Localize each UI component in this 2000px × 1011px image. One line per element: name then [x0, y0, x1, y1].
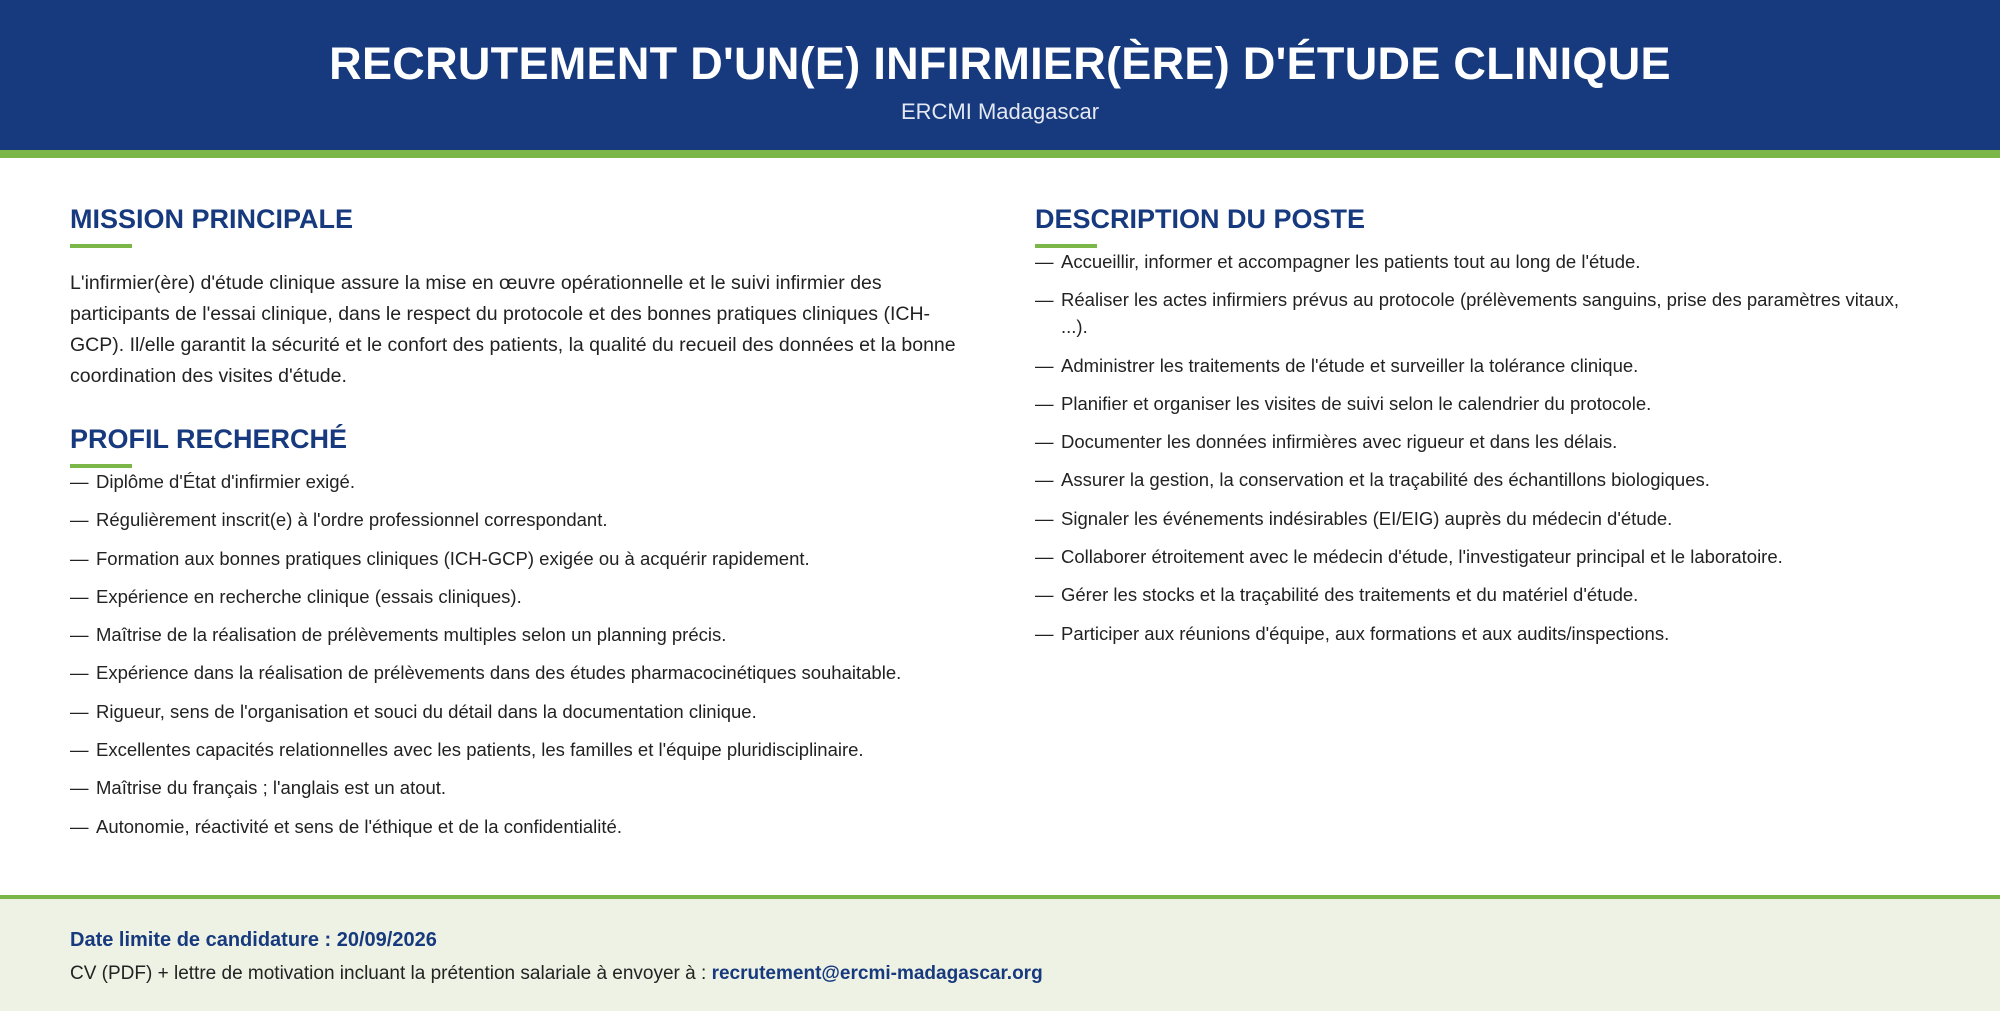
list-item-text: Maîtrise de la réalisation de prélèvements multiples selon un planning précis.: [96, 624, 727, 646]
list-item: [1035, 390, 1930, 417]
mission-heading-underline: [70, 244, 132, 248]
list-item-text: Assurer la gestion, la conservation et la traçabilité des échantillons biologiques.: [1061, 469, 1710, 491]
dash-marker: —: [70, 509, 89, 531]
dash-marker: —: [1035, 392, 1054, 414]
list-item-text: Collaborer étroitement avec le médecin d'étude, l'investigateur principal et le laboratoire.: [1061, 546, 1783, 568]
list-item: [70, 583, 970, 610]
dash-marker: —: [70, 585, 89, 607]
dash-marker: —: [70, 777, 89, 799]
list-item-text: Gérer les stocks et la traçabilité des traitements et du matériel d'étude.: [1061, 584, 1639, 606]
dash-marker: —: [70, 815, 89, 837]
dash-marker: —: [70, 547, 89, 569]
dash-marker: —: [1035, 354, 1054, 376]
dash-marker: —: [1035, 507, 1054, 529]
list-item: [70, 659, 970, 686]
page-title: RECRUTEMENT D'UN(E) INFIRMIER(ÈRE) D'ÉTUDE CLINIQUE: [329, 38, 1671, 89]
list-item-text: Administrer les traitements de l'étude et surveiller la tolérance clinique.: [1061, 354, 1639, 376]
description-heading: DESCRIPTION DU POSTE: [1035, 204, 1366, 234]
dash-marker: —: [1035, 431, 1054, 453]
list-item-text: Accueillir, informer et accompagner les patients tout au long de l'étude.: [1061, 251, 1641, 272]
list-item: [1035, 286, 1930, 340]
list-item: [1035, 543, 1930, 570]
list-item: [1035, 248, 1930, 275]
list-item-text: Maîtrise du français ; l'anglais est un atout.: [96, 777, 447, 799]
dash-marker: —: [1035, 469, 1054, 491]
list-item: [70, 621, 970, 648]
list-item-text: Autonomie, réactivité et sens de l'éthique et de la confidentialité.: [96, 815, 622, 837]
description-list: [1035, 248, 1930, 647]
mission-heading: MISSION PRINCIPALE: [70, 204, 354, 234]
list-item-text: Diplôme d'État d'infirmier exigé.: [96, 471, 355, 492]
list-item-text: Réaliser les actes infirmiers prévus au protocole (prélèvements sanguins, prise des paramètres vitaux, ...).: [1061, 289, 1900, 338]
list-item-text: Excellentes capacités relationnelles avec les patients, les familles et l'équipe pluridisciplinaire.: [96, 739, 864, 761]
email-link[interactable]: recrutement@ercmi-madagascar.org: [711, 963, 1043, 984]
list-item-text: Planifier et organiser les visites de suivi selon le calendrier du protocole.: [1061, 392, 1652, 414]
page-header: [0, 0, 2000, 158]
list-item: [70, 813, 970, 840]
left-column: [70, 158, 970, 895]
list-item: [1035, 620, 1930, 647]
list-item: [1035, 466, 1930, 493]
dash-marker: —: [70, 624, 89, 646]
list-item-text: Régulièrement inscrit(e) à l'ordre professionnel correspondant.: [96, 509, 608, 531]
profil-list: [70, 468, 970, 840]
list-item-text: Rigueur, sens de l'organisation et souci du détail dans la documentation clinique.: [96, 700, 757, 722]
dash-marker: —: [70, 700, 89, 722]
application-instructions: [70, 961, 1930, 987]
application-deadline: Date limite de candidature : 20/09/2026: [70, 929, 437, 951]
right-column: [1035, 158, 1930, 895]
application-text: CV (PDF) + lettre de motivation incluant la prétention salariale à envoyer à :: [70, 963, 712, 984]
list-item-text: Documenter les données infirmières avec rigueur et dans les délais.: [1061, 431, 1618, 453]
dash-marker: —: [70, 739, 89, 761]
list-item: [70, 545, 970, 572]
list-item-text: Signaler les événements indésirables (EI/EIG) auprès du médecin d'étude.: [1061, 507, 1673, 529]
list-item: [70, 736, 970, 763]
list-item-text: Participer aux réunions d'équipe, aux formations et aux audits/inspections.: [1061, 622, 1670, 644]
dash-marker: —: [1035, 546, 1054, 568]
main-content: [0, 158, 2000, 895]
dash-marker: —: [1035, 584, 1054, 606]
list-item-text: Expérience dans la réalisation de prélèvements dans des études pharmacocinétiques souhaitable.: [96, 662, 902, 684]
list-item: [70, 774, 970, 801]
organization-name: ERCMI Madagascar: [900, 99, 1100, 124]
list-item: [1035, 352, 1930, 379]
list-item: [70, 506, 970, 533]
dash-marker: —: [1035, 289, 1054, 311]
list-item: [1035, 428, 1930, 455]
list-item: [1035, 581, 1930, 608]
dash-marker: —: [1035, 622, 1054, 644]
list-item: [70, 698, 970, 725]
dash-marker: —: [70, 471, 89, 492]
list-item-text: Expérience en recherche clinique (essais cliniques).: [96, 585, 522, 607]
list-item-text: Formation aux bonnes pratiques cliniques (ICH-GCP) exigée ou à acquérir rapidement.: [96, 547, 810, 569]
profil-heading: PROFIL RECHERCHÉ: [70, 424, 348, 454]
dash-marker: —: [1035, 251, 1054, 272]
list-item: [70, 468, 970, 495]
application-footer: [0, 895, 2000, 1011]
mission-text: L'infirmier(ère) d'étude clinique assure la mise en œuvre opérationnelle et le suivi infirmier des participants de l'essai clinique, dans le respect du protocole et des bonnes pratiques cliniques (ICH-GCP). Il/elle garantit la sécurité et le confort des patients, la qualité du recueil des données et la bonne coordination des visites d'étude.: [70, 272, 956, 387]
dash-marker: —: [70, 662, 89, 684]
list-item: [1035, 505, 1930, 532]
